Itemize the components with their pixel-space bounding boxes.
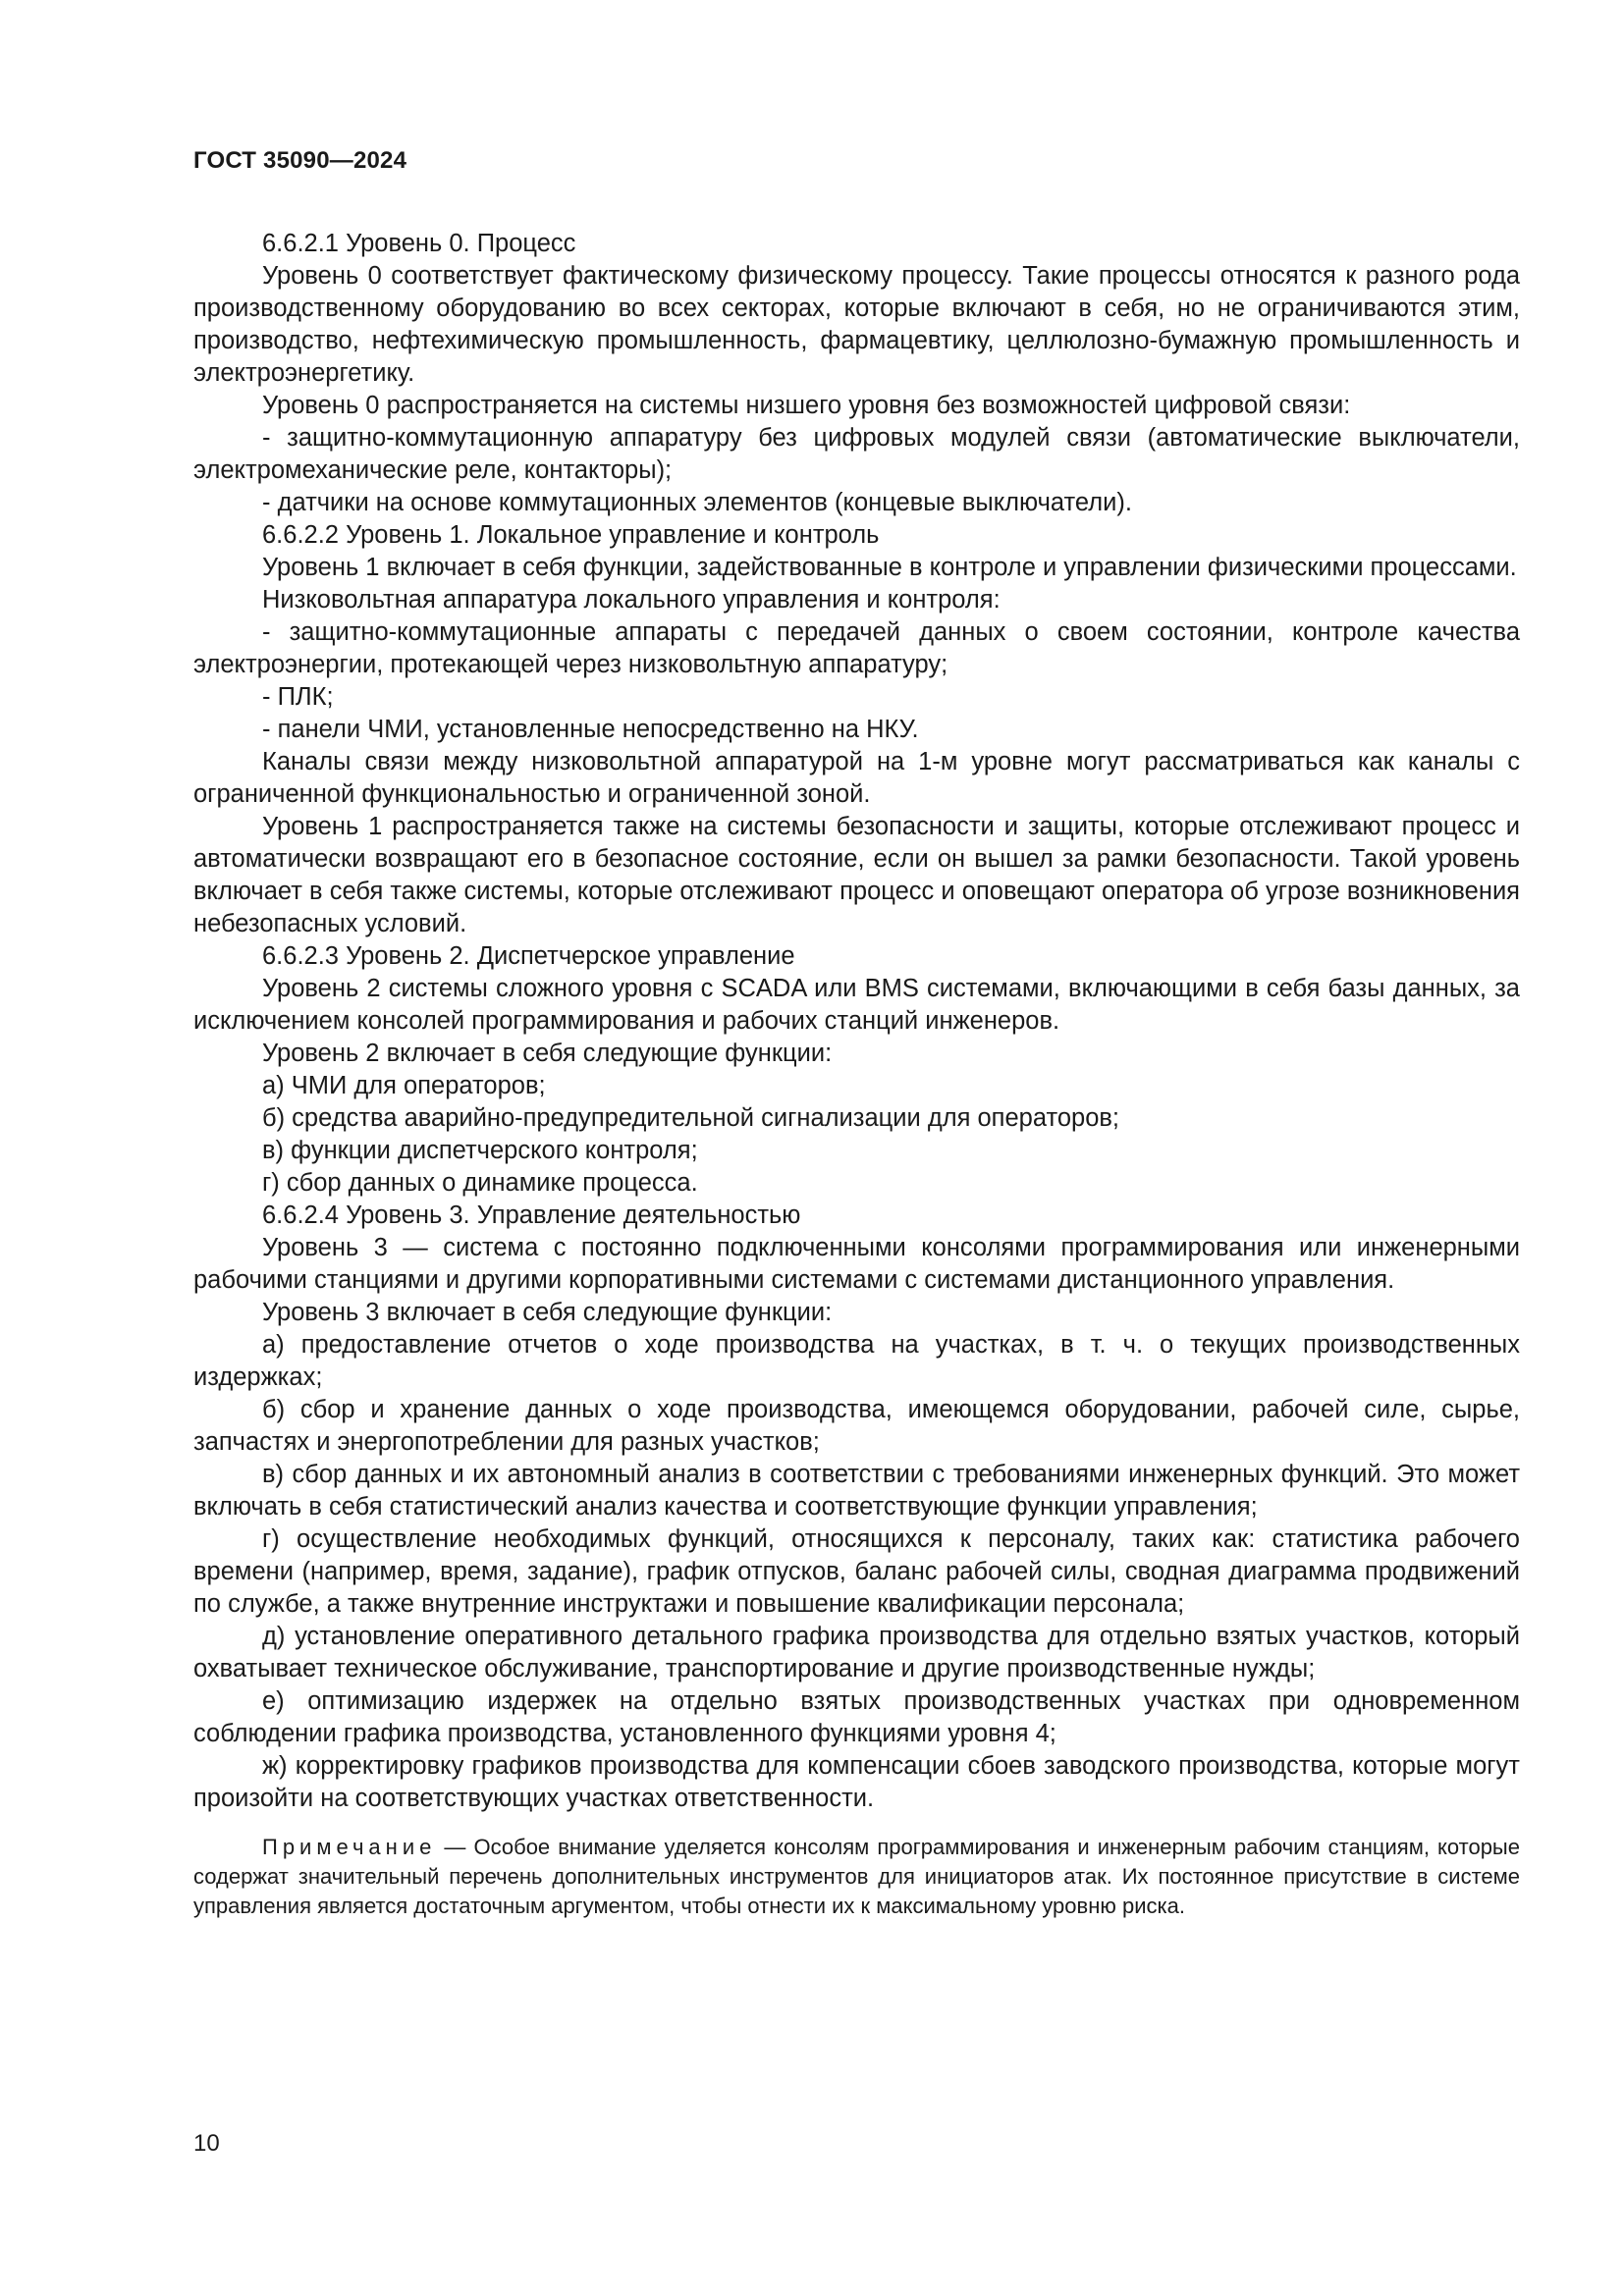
- note-text: Особое внимание уделяется консолям программирования и инженерным рабочим станциям, которые содержат значительный перечень дополнительных инструментов для инициаторов атак. Их постоянное присутствие в системе управления является достаточным аргументом, чтобы отнести их к максимальному уровню риска.: [193, 1835, 1520, 1918]
- list-item: е) оптимизацию издержек на отдельно взятых производственных участках при одновременном соблюдении графика производства, установленного функциями уровня 4;: [193, 1687, 1520, 1747]
- paragraph: Уровень 3 — система с постоянно подключенными консолями программирования или инженерными рабочими станциями и другими корпоративными системами с системами дистанционного управления.: [193, 1234, 1520, 1294]
- note-label: Примечание: [262, 1835, 437, 1859]
- paragraph: Уровень 3 включает в себя следующие функции:: [262, 1299, 833, 1326]
- list-item: в) сбор данных и их автономный анализ в соответствии с требованиями инженерных функций. Это может включать в себя статистический анализ качества и соответствующие функции управления;: [193, 1461, 1520, 1521]
- list-item: - защитно-коммутационную аппаратуру без цифровых модулей связи (автоматические выключатели, электромеханические реле, контакторы);: [193, 424, 1520, 484]
- list-item: ж) корректировку графиков производства для компенсации сбоев заводского производства, которые могут произойти на соответствующих участках ответственности.: [193, 1752, 1520, 1812]
- document-body: [193, 228, 1520, 1943]
- note: [193, 1833, 1520, 1921]
- list-item: г) сбор данных о динамике процесса.: [262, 1169, 698, 1197]
- section-heading: 6.6.2.4 Уровень 3. Управление деятельностью: [262, 1201, 801, 1229]
- page-number: 10: [193, 2130, 220, 2157]
- paragraph: Уровень 1 распространяется также на системы безопасности и защиты, которые отслеживают процесс и автоматически возвращают его в безопасное состояние, если он вышел за рамки безопасности. Такой уровень включает в себя также системы, которые отслеживают процесс и оповещают оператора об угрозе возникновения небезопасных условий.: [193, 813, 1520, 937]
- list-item: б) сбор и хранение данных о ходе производства, имеющемся оборудовании, рабочей силе, сырье, запчастях и энергопотреблении для разных участков;: [193, 1396, 1520, 1456]
- list-item: г) осуществление необходимых функций, относящихся к персоналу, таких как: статистика рабочего времени (например, время, задание), график отпусков, баланс рабочей силы, сводная диаграмма продвижений по службе, а также внутренние инструктажи и повышение квалификации персонала;: [193, 1525, 1520, 1618]
- paragraph: Уровень 2 системы сложного уровня с SCADA или BMS системами, включающими в себя базы данных, за исключением консолей программирования и рабочих станций инженеров.: [193, 975, 1520, 1035]
- paragraph: Уровень 2 включает в себя следующие функции:: [262, 1040, 833, 1067]
- list-item: - защитно-коммутационные аппараты с передачей данных о своем состоянии, контроле качества электроэнергии, протекающей через низковольтную аппаратуру;: [193, 618, 1520, 678]
- paragraph: Уровень 0 соответствует фактическому физическому процессу. Такие процессы относятся к разного рода производственному оборудованию во всех секторах, которые включают в себя, но не ограничиваются этим, производство, нефтехимическую промышленность, фармацевтику, целлюлозно-бумажную промышленность и электроэнергетику.: [193, 262, 1520, 387]
- list-item: в) функции диспетчерского контроля;: [262, 1137, 698, 1164]
- note-separator: —: [436, 1835, 474, 1859]
- section-heading: 6.6.2.2 Уровень 1. Локальное управление и контроль: [262, 521, 880, 549]
- list-item: а) ЧМИ для операторов;: [262, 1072, 546, 1099]
- document-header: ГОСТ 35090—2024: [193, 147, 407, 174]
- section-heading: 6.6.2.1 Уровень 0. Процесс: [262, 230, 576, 257]
- paragraph: Уровень 1 включает в себя функции, задействованные в контроле и управлении физическими процессами.: [262, 554, 1517, 581]
- paragraph: Низковольтная аппаратура локального управления и контроля:: [262, 586, 1001, 614]
- list-item: а) предоставление отчетов о ходе производства на участках, в т. ч. о текущих производственных издержках;: [193, 1331, 1520, 1391]
- list-item: б) средства аварийно-предупредительной сигнализации для операторов;: [262, 1104, 1120, 1132]
- list-item: - ПЛК;: [262, 683, 334, 711]
- paragraph: Уровень 0 распространяется на системы низшего уровня без возможностей цифровой связи:: [262, 392, 1351, 419]
- section-heading: 6.6.2.3 Уровень 2. Диспетчерское управление: [262, 942, 795, 970]
- list-item: д) установление оперативного детального графика производства для отдельно взятых участков, который охватывает техническое обслуживание, транспортирование и другие производственные нужды;: [193, 1623, 1520, 1682]
- list-item: - датчики на основе коммутационных элементов (концевые выключатели).: [262, 489, 1132, 516]
- list-item: - панели ЧМИ, установленные непосредственно на НКУ.: [262, 716, 919, 743]
- paragraph: Каналы связи между низковольтной аппаратурой на 1-м уровне могут рассматриваться как каналы с ограниченной функциональностью и ограниченной зоной.: [193, 748, 1520, 808]
